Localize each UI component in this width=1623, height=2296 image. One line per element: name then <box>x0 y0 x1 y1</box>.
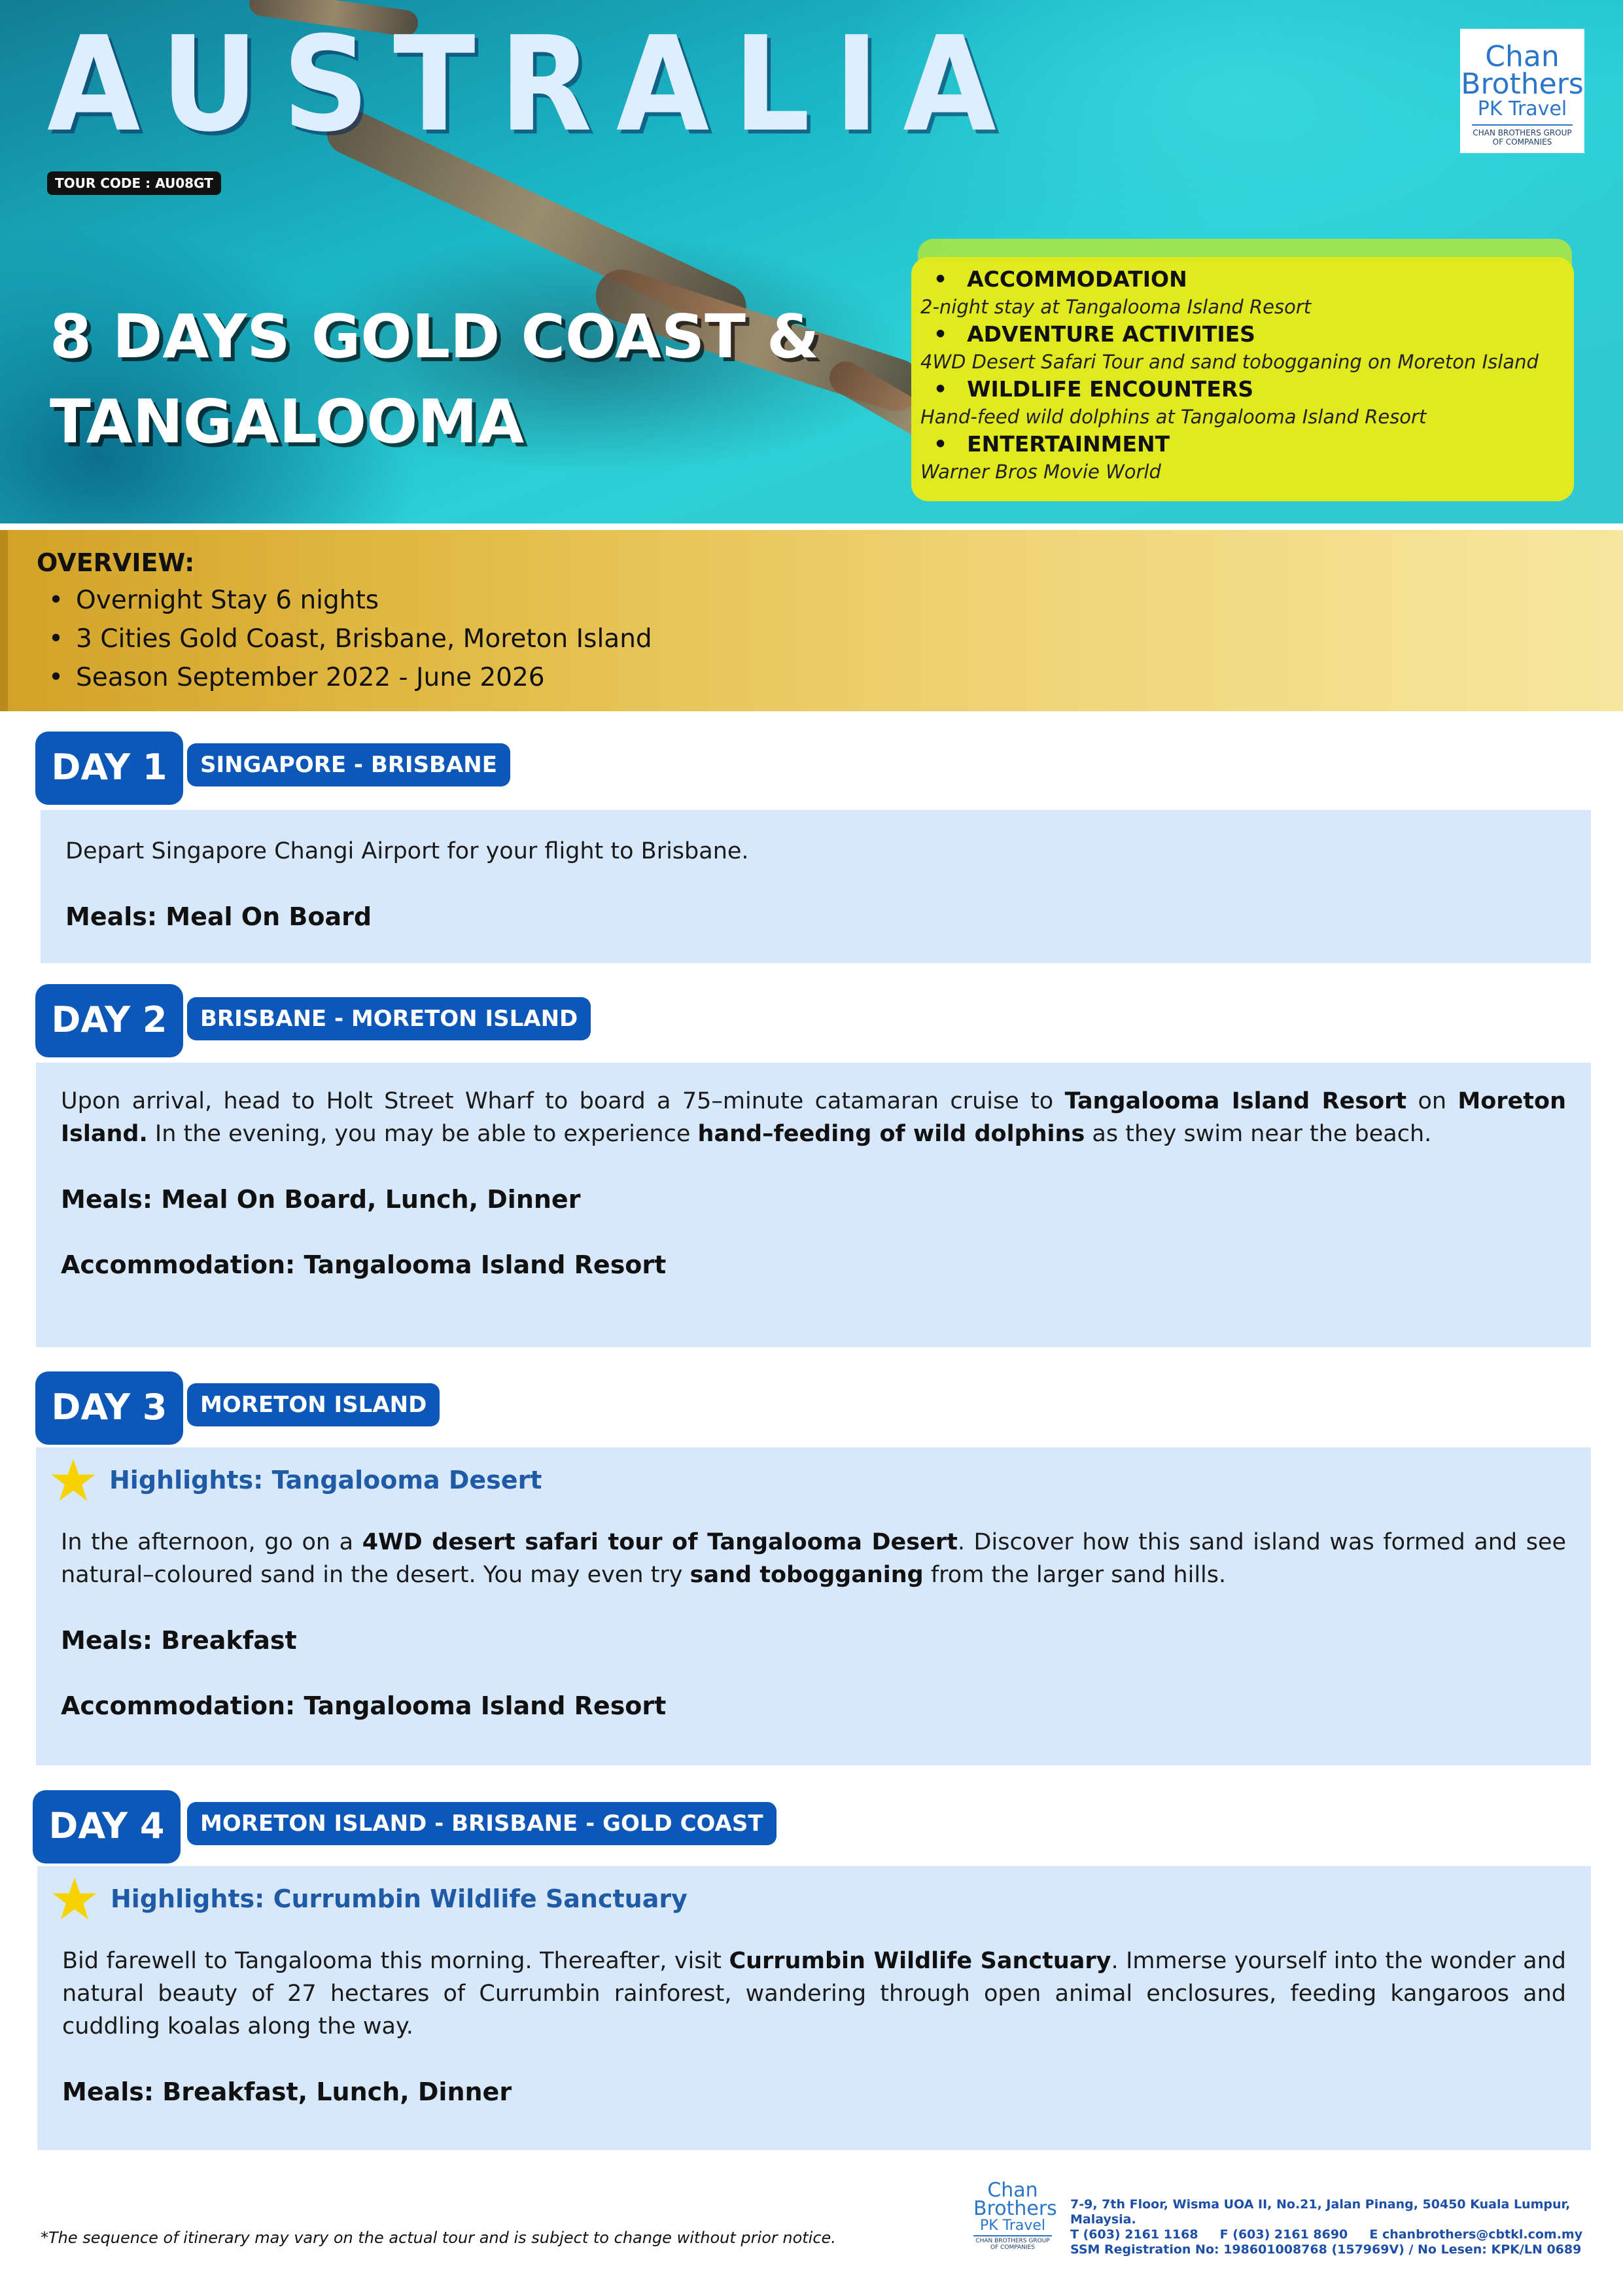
day-1-content <box>41 810 1591 963</box>
day-3-meals: Meals: Breakfast <box>61 1626 297 1655</box>
feature-heading: • WILDLIFE ENCOUNTERS <box>920 374 1565 405</box>
day-2-accommodation: Accommodation: Tangalooma Island Resort <box>61 1250 667 1279</box>
day-4-content <box>37 1866 1591 2150</box>
overview-section <box>0 530 1623 711</box>
day-2-meals: Meals: Meal On Board, Lunch, Dinner <box>61 1185 581 1214</box>
footer-brand-group: CHAN BROTHERS GROUP OF COMPANIES <box>973 2235 1052 2251</box>
day-1-route: SINGAPORE - BRISBANE <box>187 743 510 786</box>
day-1-label: DAY 1 <box>35 732 183 805</box>
day-3-description: In the afternoon, go on a 4WD desert safari tour of Tangalooma Desert. Discover how this sand island was formed and see natural–coloured sand in the desert. You may even try sand tobogganing from the larger sand hills. <box>61 1529 1567 1588</box>
day-3-content <box>36 1447 1591 1765</box>
footer-brand-logo <box>973 2179 1057 2251</box>
day-3-highlight-text: Highlights: Tangalooma Desert <box>109 1466 542 1494</box>
day-3-accommodation: Accommodation: Tangalooma Island Resort <box>61 1691 667 1720</box>
overview-item: • 3 Cities Gold Coast, Brisbane, Moreton Island <box>55 620 1623 658</box>
brand-line-2: Brothers <box>1461 67 1584 101</box>
footer-brand-line-2: Brothers <box>973 2197 1057 2220</box>
day-2-description: Upon arrival, head to Holt Street Wharf to board a 75–minute catamaran cruise to Tangalooma Island Resort on Moreton Island. In the evening, you may be able to experience hand–feeding of wild dolphins as they swim near the beach. <box>61 1088 1566 1147</box>
day-1-meals: Meals: Meal On Board <box>65 902 372 931</box>
overview-item: • Season September 2022 - June 2026 <box>55 658 1623 697</box>
day-2-label: DAY 2 <box>35 984 183 1057</box>
feature-heading: • ADVENTURE ACTIVITIES <box>920 319 1565 350</box>
feature-heading: • ENTERTAINMENT <box>920 429 1565 460</box>
star-icon <box>52 1876 97 1922</box>
day-4-highlight <box>62 1879 1566 1918</box>
overview-item: • Overnight Stay 6 nights <box>55 581 1623 620</box>
footer-brand-line-1: Chan <box>987 2179 1038 2202</box>
brand-line-3: PK Travel <box>1477 97 1567 120</box>
day-4-route: MORETON ISLAND - BRISBANE - GOLD COAST <box>187 1802 777 1845</box>
brand-group: CHAN BROTHERS GROUP OF COMPANIES <box>1472 124 1573 147</box>
overview-list <box>37 581 1623 697</box>
feature-desc: 4WD Desert Safari Tour and sand tobogganing on Moreton Island <box>920 351 1539 373</box>
feature-desc: Warner Bros Movie World <box>920 461 1161 483</box>
destination-title: AUSTRALIA <box>47 9 1021 161</box>
tour-code-badge: TOUR CODE : AU08GT <box>47 171 221 195</box>
company-address: 7-9, 7th Floor, Wisma UOA II, No.21, Jalan Pinang, 50450 Kuala Lumpur, Malaysia. <box>1070 2197 1571 2227</box>
company-phone-email: T (603) 2161 1168 F (603) 2161 8690 E chanbrothers@cbtkl.com.my <box>1070 2227 1583 2242</box>
itinerary-disclaimer: *The sequence of itinerary may vary on the actual tour and is subject to change without prior notice. <box>41 2229 836 2247</box>
brand-line-1: Chan <box>1485 40 1560 73</box>
feature-desc: Hand-feed wild dolphins at Tangalooma Island Resort <box>920 406 1427 428</box>
company-registration: SSM Registration No: 198601008768 (157969V) / No Lesen: KPK/LN 0689 <box>1070 2242 1582 2257</box>
day-3-route: MORETON ISLAND <box>187 1383 440 1426</box>
day-2-route: BRISBANE - MORETON ISLAND <box>187 997 591 1040</box>
day-1-description: Depart Singapore Changi Airport for your flight to Brisbane. <box>65 838 749 864</box>
day-4-description: Bid farewell to Tangalooma this morning. Thereafter, visit Currumbin Wildlife Sanctuary. Immerse yourself into the wonder and natural beauty of 27 hectares of Currumbin rainforest, wandering through open animal enclosures, feeding kangaroos and cuddling koalas along the way. <box>62 1948 1566 2040</box>
day-3-highlight <box>61 1460 1566 1500</box>
star-icon <box>50 1457 96 1503</box>
feature-heading: • ACCOMMODATION <box>920 264 1565 295</box>
company-contact <box>1070 2197 1623 2257</box>
day-4-highlight-text: Highlights: Currumbin Wildlife Sanctuary <box>111 1884 688 1913</box>
tour-name: 8 DAYS GOLD COAST & TANGALOOMA <box>50 302 820 457</box>
footer-brand-line-3: PK Travel <box>979 2217 1046 2234</box>
feature-highlights <box>911 257 1574 501</box>
day-4-label: DAY 4 <box>33 1790 181 1863</box>
day-4-meals: Meals: Breakfast, Lunch, Dinner <box>62 2077 512 2106</box>
brand-logo <box>1460 29 1584 153</box>
feature-desc: 2-night stay at Tangalooma Island Resort <box>920 296 1312 318</box>
day-3-label: DAY 3 <box>35 1371 183 1445</box>
hero-banner <box>0 0 1623 523</box>
overview-title: OVERVIEW: <box>37 548 195 577</box>
day-2-content <box>36 1063 1591 1347</box>
